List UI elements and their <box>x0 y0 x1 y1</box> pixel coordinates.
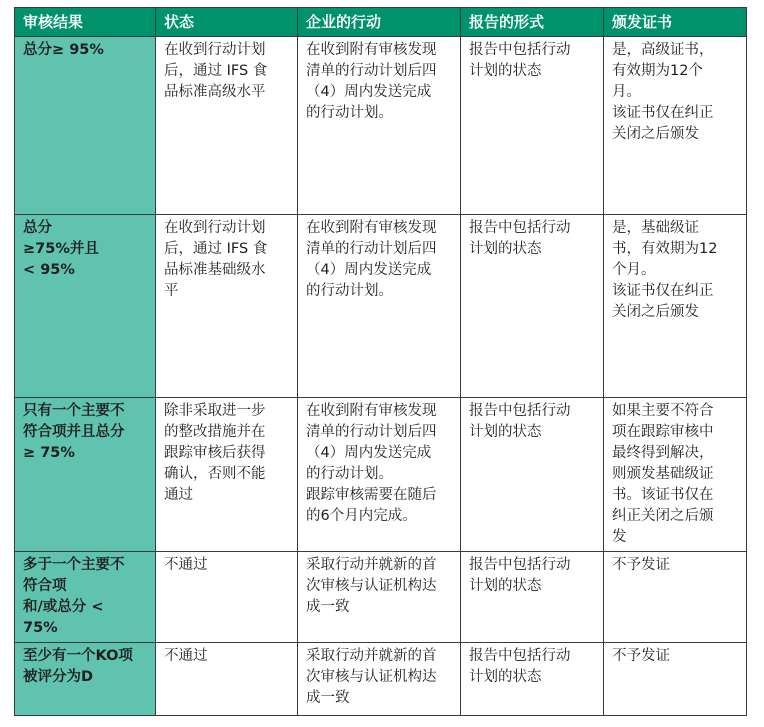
cell-text-line: 发 <box>612 529 627 545</box>
status-cell <box>156 643 298 716</box>
cell-text-line: 在收到附有审核发现 <box>306 42 437 58</box>
status-cell <box>156 398 298 552</box>
status-cell <box>156 552 298 643</box>
cell-text-line: 清单的行动计划后四 <box>306 241 437 257</box>
cell-text-line: 月。 <box>612 84 641 100</box>
cell-text-line: 关闭之后颁发 <box>612 304 699 320</box>
cell-text-line: 符合项并且总分 <box>23 424 125 440</box>
header-report-form: 报告的形式 <box>461 8 604 37</box>
certificate-cell <box>604 552 747 643</box>
table-row <box>15 643 747 716</box>
audit-result-cell <box>15 398 156 552</box>
certificate-cell <box>604 398 747 552</box>
action-cell <box>298 37 461 215</box>
cell-text-line: 报告中包括行动 <box>469 648 571 664</box>
certification-table <box>14 7 747 716</box>
cell-text-line: 被评分为D <box>23 669 94 685</box>
certificate-cell <box>604 37 747 215</box>
cell-text-line: 最终得到解决， <box>612 445 714 461</box>
cell-text-line: 的整改措施并在 <box>164 424 266 440</box>
cell-text-line: 总分≥ 95% <box>23 42 104 58</box>
cell-text-line: 确认，否则不能 <box>164 466 266 482</box>
header-row <box>15 8 747 37</box>
header-certificate: 颁发证书 <box>604 8 747 37</box>
cell-text-line: 后，通过 IFS 食 <box>164 241 268 257</box>
cell-text-line: （4）周内发送完成 <box>306 262 432 278</box>
cell-text-line: 项在跟踪审核中 <box>612 424 714 440</box>
cell-text-line: 不予发证 <box>612 557 670 573</box>
cell-text-line: 多于一个主要不 <box>23 557 125 573</box>
cell-text-line: 跟踪审核后获得 <box>164 445 266 461</box>
action-cell <box>298 215 461 398</box>
header-company-action: 企业的行动 <box>298 8 461 37</box>
cell-text-line: 品标准高级水平 <box>164 84 266 100</box>
status-cell <box>156 215 298 398</box>
report-cell <box>461 215 604 398</box>
cell-text-line: 总分 <box>23 220 52 236</box>
cell-text-line: ≥75%并且 <box>23 241 99 257</box>
cell-text-line: 跟踪审核需要在随后 <box>306 487 437 503</box>
cell-text-line: 在收到附有审核发现 <box>306 403 437 419</box>
cell-text-line: 则颁发基础级证 <box>612 466 714 482</box>
cell-text-line: 在收到附有审核发现 <box>306 220 437 236</box>
table-row <box>15 215 747 398</box>
cell-text-line: 在收到行动计划 <box>164 220 266 236</box>
audit-result-cell <box>15 552 156 643</box>
cell-text-line: 书。该证书仅在 <box>612 487 714 503</box>
cell-text-line: 书，有效期为12 <box>612 241 718 257</box>
header-status: 状态 <box>156 8 298 37</box>
action-cell <box>298 552 461 643</box>
action-cell <box>298 643 461 716</box>
cell-text-line: 不通过 <box>164 648 208 664</box>
certificate-cell <box>604 215 747 398</box>
cell-text-line: < 95% <box>23 262 75 278</box>
cell-text-line: 清单的行动计划后四 <box>306 63 437 79</box>
cell-text-line: 采取行动并就新的首 <box>306 557 437 573</box>
cell-text-line: 至少有一个KO项 <box>23 648 133 664</box>
cell-text-line: 次审核与认证机构达 <box>306 669 437 685</box>
audit-result-cell <box>15 643 156 716</box>
cell-text-line: 是，高级证书， <box>612 42 714 58</box>
cell-text-line: （4）周内发送完成 <box>306 445 432 461</box>
cell-text-line: 纠正关闭之后颁 <box>612 508 714 524</box>
report-cell <box>461 552 604 643</box>
cell-text-line: （4）周内发送完成 <box>306 84 432 100</box>
cell-text-line: 计划的状态 <box>469 63 542 79</box>
cell-text-line: 清单的行动计划后四 <box>306 424 437 440</box>
cell-text-line: 在收到行动计划 <box>164 42 266 58</box>
cell-text-line: 成一致 <box>306 599 350 615</box>
certificate-cell <box>604 643 747 716</box>
cell-text-line: 平 <box>164 283 179 299</box>
cell-text-line: 该证书仅在纠正 <box>612 283 714 299</box>
report-cell <box>461 37 604 215</box>
cell-text-line: 计划的状态 <box>469 424 542 440</box>
cell-text-line: 计划的状态 <box>469 669 542 685</box>
cell-text-line: 后，通过 IFS 食 <box>164 63 268 79</box>
cell-text-line: 报告中包括行动 <box>469 42 571 58</box>
audit-result-cell <box>15 215 156 398</box>
table-row <box>15 552 747 643</box>
cell-text-line: ≥ 75% <box>23 445 75 461</box>
cell-text-line: 报告中包括行动 <box>469 403 571 419</box>
cell-text-line: 成一致 <box>306 690 350 706</box>
action-cell <box>298 398 461 552</box>
header-audit-result: 审核结果 <box>15 8 156 37</box>
cell-text-line: 报告中包括行动 <box>469 557 571 573</box>
cell-text-line: 计划的状态 <box>469 578 542 594</box>
table-row <box>15 37 747 215</box>
cell-text-line: 和/或总分 < <box>23 599 104 615</box>
cell-text-line: 品标准基础级水 <box>164 262 266 278</box>
cell-text-line: 的行动计划。 <box>306 105 393 121</box>
cell-text-line: 的行动计划。 <box>306 283 393 299</box>
cell-text-line: 不予发证 <box>612 648 670 664</box>
cell-text-line: 的行动计划。 <box>306 466 393 482</box>
cell-text-line: 次审核与认证机构达 <box>306 578 437 594</box>
status-cell <box>156 37 298 215</box>
table-row <box>15 398 747 552</box>
cell-text-line: 符合项 <box>23 578 67 594</box>
cell-text-line: 是，基础级证 <box>612 220 699 236</box>
audit-result-cell <box>15 37 156 215</box>
cell-text-line: 的6个月内完成。 <box>306 508 417 524</box>
cell-text-line: 计划的状态 <box>469 241 542 257</box>
cell-text-line: 采取行动并就新的首 <box>306 648 437 664</box>
cell-text-line: 只有一个主要不 <box>23 403 125 419</box>
cell-text-line: 个月。 <box>612 262 656 278</box>
cell-text-line: 报告中包括行动 <box>469 220 571 236</box>
report-cell <box>461 398 604 552</box>
cell-text-line: 除非采取进一步 <box>164 403 266 419</box>
cell-text-line: 关闭之后颁发 <box>612 126 699 142</box>
cell-text-line: 有效期为12个 <box>612 63 703 79</box>
cell-text-line: 如果主要不符合 <box>612 403 714 419</box>
report-cell <box>461 643 604 716</box>
cell-text-line: 该证书仅在纠正 <box>612 105 714 121</box>
cell-text-line: 通过 <box>164 487 193 503</box>
cell-text-line: 不通过 <box>164 557 208 573</box>
cell-text-line: 75% <box>23 620 58 636</box>
